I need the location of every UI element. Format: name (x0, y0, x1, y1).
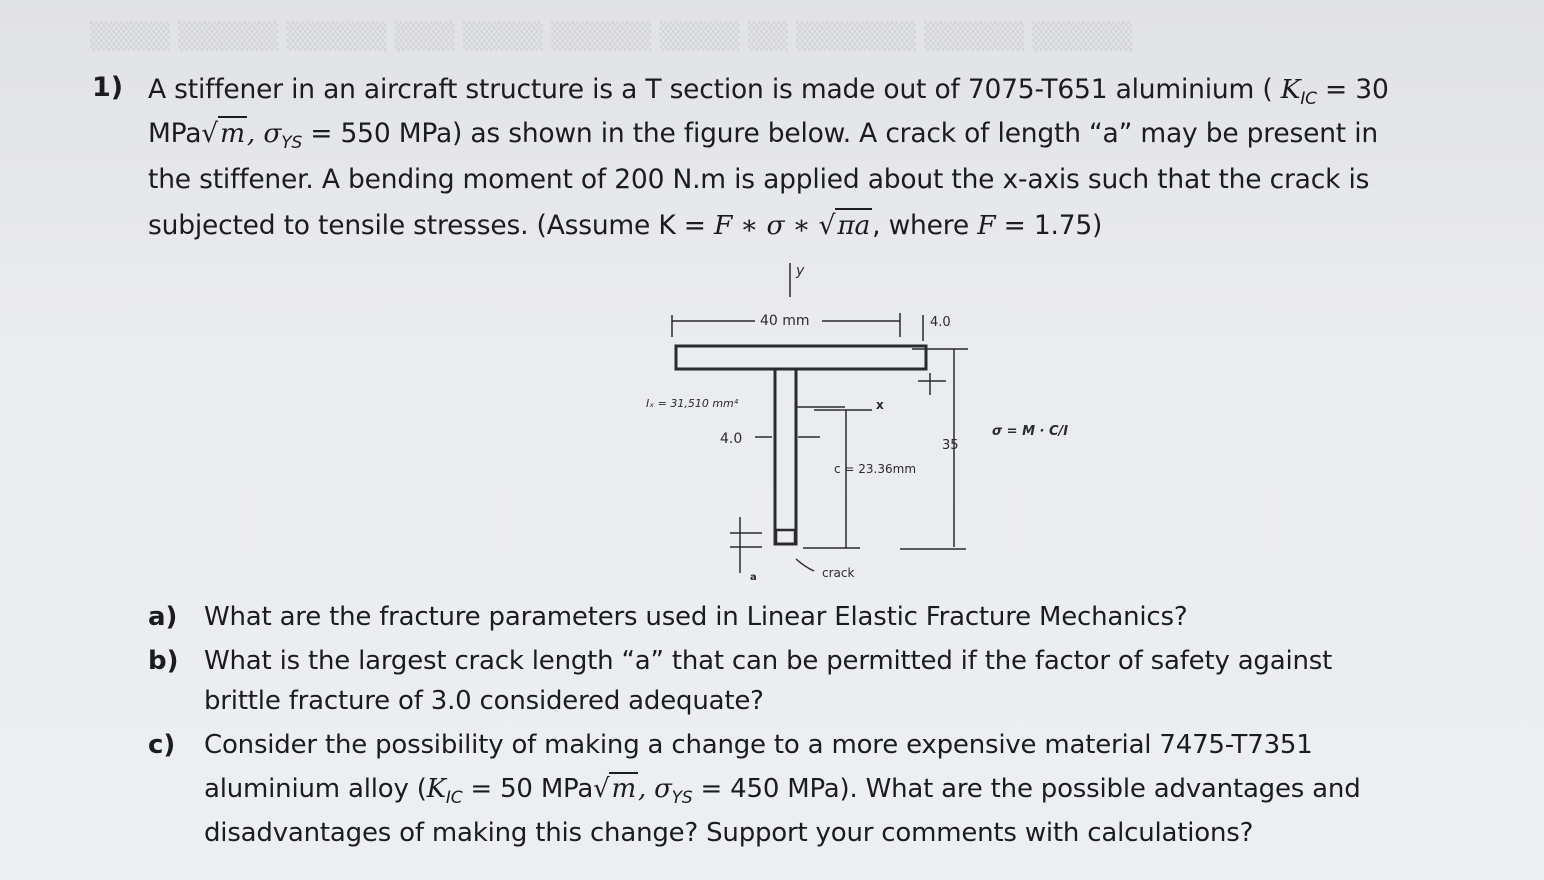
centroid-label: c = 23.36mm (834, 462, 917, 476)
question-line-4-suffix: = 1.75) (995, 210, 1103, 241)
sigma-symbol: , σ (637, 774, 672, 804)
part-a-text: What are the fracture parameters used in Linear Elastic Fracture Mechanics? (204, 602, 1188, 632)
t-section-diagram (600, 255, 1160, 595)
bleed-through-text: ▒▒▒▒ ▒▒▒▒▒ ▒▒▒▒▒ ▒▒▒ ▒▒▒▒ ▒▒▒▒▒ ▒▒▒▒ ▒▒ ▒▒▒▒▒▒ ▒▒▒▒▒ ▒▒▒▒▒ (90, 22, 1133, 52)
sqrt-icon: √ (201, 118, 218, 149)
kic-value: = 50 MPa (462, 774, 594, 804)
question-line-4 (148, 210, 1102, 241)
crack-depth-label: a (750, 572, 757, 583)
question-line-4-prefix: subjected to tensile stresses. (Assume K = (148, 210, 715, 241)
part-c-line-2-rest: = 450 MPa). What are the possible advantages and (692, 774, 1361, 804)
sqrt-pi-a (819, 210, 873, 241)
stress-formula: σ = M · C/I (992, 424, 1069, 439)
crack-label: crack (822, 566, 855, 580)
sqrt-m-argument: m (611, 774, 636, 804)
question-line-3: the stiffener. A bending moment of 200 N.m is applied about the x-axis such that the crack is (148, 164, 1370, 195)
web-rect (775, 369, 796, 544)
inertia-label: Iₓ = 31,510 mm⁴ (646, 397, 739, 410)
part-b-line-1: What is the largest crack length “a” that can be permitted if the factor of safety against (204, 646, 1333, 676)
part-c-line-2-prefix: aluminium alloy ( (204, 774, 427, 804)
part-b-line-2: brittle fracture of 3.0 considered adequate? (204, 686, 764, 716)
kic-subscript: IC (445, 788, 463, 808)
kic-symbol: K (1280, 74, 1301, 105)
sqrt-pi-a-argument: πa (837, 210, 871, 241)
sigma-subscript: YS (281, 133, 303, 153)
question-line-2-text: = 550 MPa) as shown in the figure below. A crack of length “a” may be present in (302, 118, 1378, 149)
crack-region (776, 530, 795, 544)
part-c-line-3: disadvantages of making this change? Support your comments with calculations? (204, 818, 1254, 848)
sigma-symbol: , σ (246, 118, 282, 149)
question-line-2 (148, 118, 1378, 153)
part-c-line-1: Consider the possibility of making a change to a more expensive material 7475-T7351 (204, 730, 1313, 760)
k-formula: F ∗ σ ∗ (714, 210, 819, 241)
part-c-label: c) (148, 730, 176, 760)
part-c-line-2 (204, 774, 1361, 808)
f-symbol: F (977, 210, 996, 241)
sigma-subscript: YS (671, 788, 693, 808)
question-line-4-middle: , where (872, 210, 978, 241)
question-number: 1) (92, 72, 124, 103)
sqrt-m-argument: m (219, 118, 245, 149)
sqrt-m (593, 774, 638, 804)
flange-rect (676, 346, 926, 369)
part-a-label: a) (148, 602, 178, 632)
question-line-1-text: A stiffener in an aircraft structure is a T section is made out of 7075-T651 aluminium ( (148, 74, 1273, 105)
part-b-label: b) (148, 646, 179, 676)
unit-mpa: MPa (148, 118, 202, 149)
width-label: 40 mm (760, 313, 810, 329)
question-line-1 (148, 74, 1389, 109)
kic-subscript: IC (1300, 89, 1317, 109)
crack-pointer (796, 559, 814, 571)
web-thickness-label: 4.0 (720, 431, 743, 447)
flange-thickness-label: 4.0 (930, 315, 951, 330)
kic-symbol: K (426, 774, 446, 804)
sqrt-icon: √ (593, 774, 610, 804)
y-axis-label: y (796, 263, 805, 279)
t-section-figure (600, 255, 1160, 595)
sqrt-m (201, 118, 247, 149)
sqrt-icon: √ (818, 210, 836, 241)
x-axis-label: x (876, 398, 884, 412)
height-label: 35 (942, 438, 959, 453)
kic-value: = 30 (1316, 74, 1389, 105)
